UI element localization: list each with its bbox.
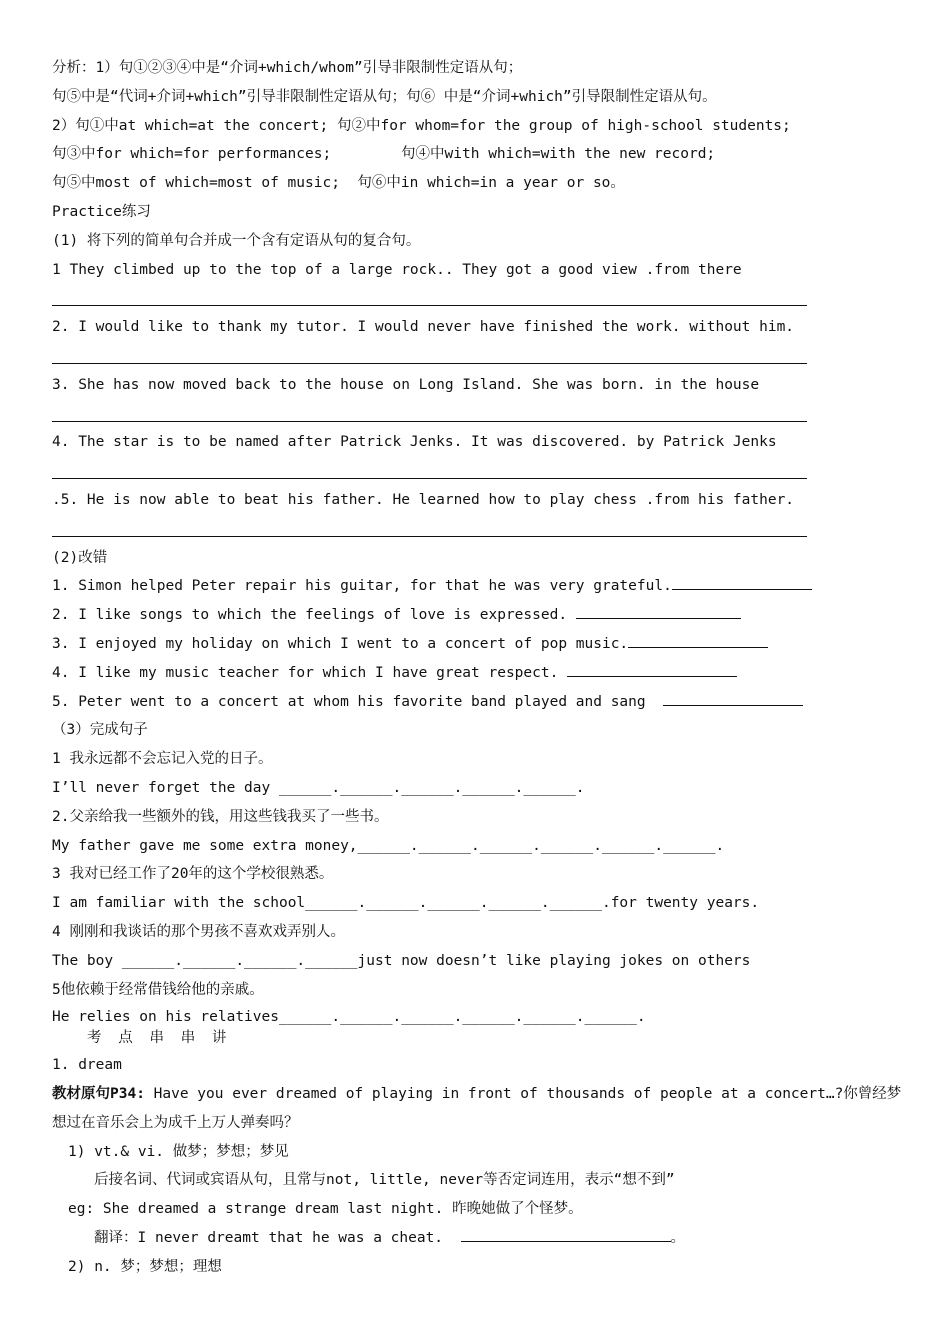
source-sentence [52,1080,912,1109]
key-points-title: 考 点 串 串 讲 [87,1030,231,1047]
key-point-item-title: 1. dream [52,1057,122,1074]
practice-title: Practice练习 [52,203,151,220]
answer-line[interactable] [52,400,912,429]
combine-question-4: 4. The star is to be named after Patrick Jenks. It was discovered. by Patrick Jenks [52,434,777,451]
analysis-line-2: 句⑤中是“代词+介词+which”引导非限制性定语从句；句⑥ 中是“介词+which”引导限制性定语从句。 [52,88,717,105]
complete-cn-3: 3 我对已经工作了20年的这个学校很熟悉。 [52,866,334,883]
part3-heading: （3）完成句子 [52,722,148,739]
correction-item-5 [52,688,912,717]
answer-blank[interactable] [576,604,741,619]
combine-question-3: 3. She has now moved back to the house on Long Island. She was born. in the house [52,376,760,393]
answer-blank[interactable] [663,691,803,706]
correction-text: 4. I like my music teacher for which I have great respect. [52,664,568,681]
answer-blank[interactable] [567,662,737,677]
part2-heading: (2)改错 [52,549,108,566]
sense-1-note: 后接名词、代词或宾语从句，且常与not, little, never等否定词连用，表示“想不到” [94,1172,675,1189]
part1-heading: (1) 将下列的简单句合并成一个含有定语从句的复合句。 [52,232,421,249]
answer-blank[interactable] [672,575,812,590]
source-label: 教材原句P34: [52,1086,145,1103]
translate-exercise [52,1224,912,1253]
complete-en-2[interactable]: My father gave me some extra money,______.______.______.______.______.______. [52,837,725,854]
translate-text: 翻译：I never dreamt that he was a cheat. [94,1230,461,1247]
answer-line[interactable] [52,284,912,313]
complete-cn-2: 2.父亲给我一些额外的钱，用这些钱我买了一些书。 [52,808,389,825]
complete-en-3[interactable]: I am familiar with the school______.______.______.______.______.for twenty years. [52,895,760,912]
correction-text: 5. Peter went to a concert at whom his favorite band played and sang [52,693,664,710]
complete-en-4[interactable]: The boy ______.______.______.______just now doesn’t like playing jokes on others [52,952,751,969]
analysis-line-1: 分析：1）句①②③④中是“介词+which/whom”引导非限制性定语从句； [52,60,523,76]
correction-text: 3. I enjoyed my holiday on which I went to a concert of pop music. [52,635,629,652]
correction-item-3 [52,630,912,659]
sense-2: 2) n. 梦；梦想；理想 [68,1258,222,1275]
combine-question-1: 1 They climbed up to the top of a large rock.. They got a good view .from there [52,261,742,278]
answer-line[interactable] [52,515,912,544]
answer-blank[interactable] [461,1227,671,1242]
correction-item-4 [52,659,912,688]
answer-line[interactable] [52,457,912,486]
analysis-line-3: 2）句①中at which=at the concert; 句②中for whom=for the group of high-school students; [52,117,791,134]
analysis-line-5: 句⑤中most of which=most of music; 句⑥中in which=in a year or so。 [52,175,625,192]
correction-text: 2. I like songs to which the feelings of love is expressed. [52,607,576,624]
source-text: Have you ever dreamed of playing in front of thousands of people at a concert…?你曾经梦 [144,1086,902,1103]
analysis-line-4: 句③中for which=for performances; 句④中with which=with the new record; [52,146,716,163]
example-sentence: eg: She dreamed a strange dream last night. 昨晚她做了个怪梦。 [68,1201,583,1218]
complete-en-5[interactable]: He relies on his relatives______.______.______.______.______.______. [52,1009,646,1026]
complete-cn-1: 1 我永远都不会忘记入党的日子。 [52,751,273,768]
correction-item-1 [52,572,912,601]
translate-end: 。 [670,1230,685,1247]
complete-cn-5: 5他依赖于经常借钱给他的亲戚。 [52,981,264,998]
answer-blank[interactable] [628,633,768,648]
worksheet-page [52,54,912,1282]
complete-cn-4: 4 刚刚和我谈话的那个男孩不喜欢戏弄别人。 [52,923,345,940]
correction-item-2 [52,601,912,630]
complete-en-1[interactable]: I’ll never forget the day ______.______.______.______.______. [52,779,585,796]
answer-line[interactable] [52,342,912,371]
source-sentence-cont: 想过在音乐会上为成千上万人弹奏吗？ [52,1114,299,1131]
sense-1: 1) vt.& vi. 做梦；梦想；梦见 [68,1143,289,1160]
correction-text: 1. Simon helped Peter repair his guitar, for that he was very grateful. [52,578,672,595]
combine-question-5: .5. He is now able to beat his father. He learned how to play chess .from his father. [52,491,795,508]
combine-question-2: 2. I would like to thank my tutor. I would never have finished the work. without him. [52,319,795,336]
